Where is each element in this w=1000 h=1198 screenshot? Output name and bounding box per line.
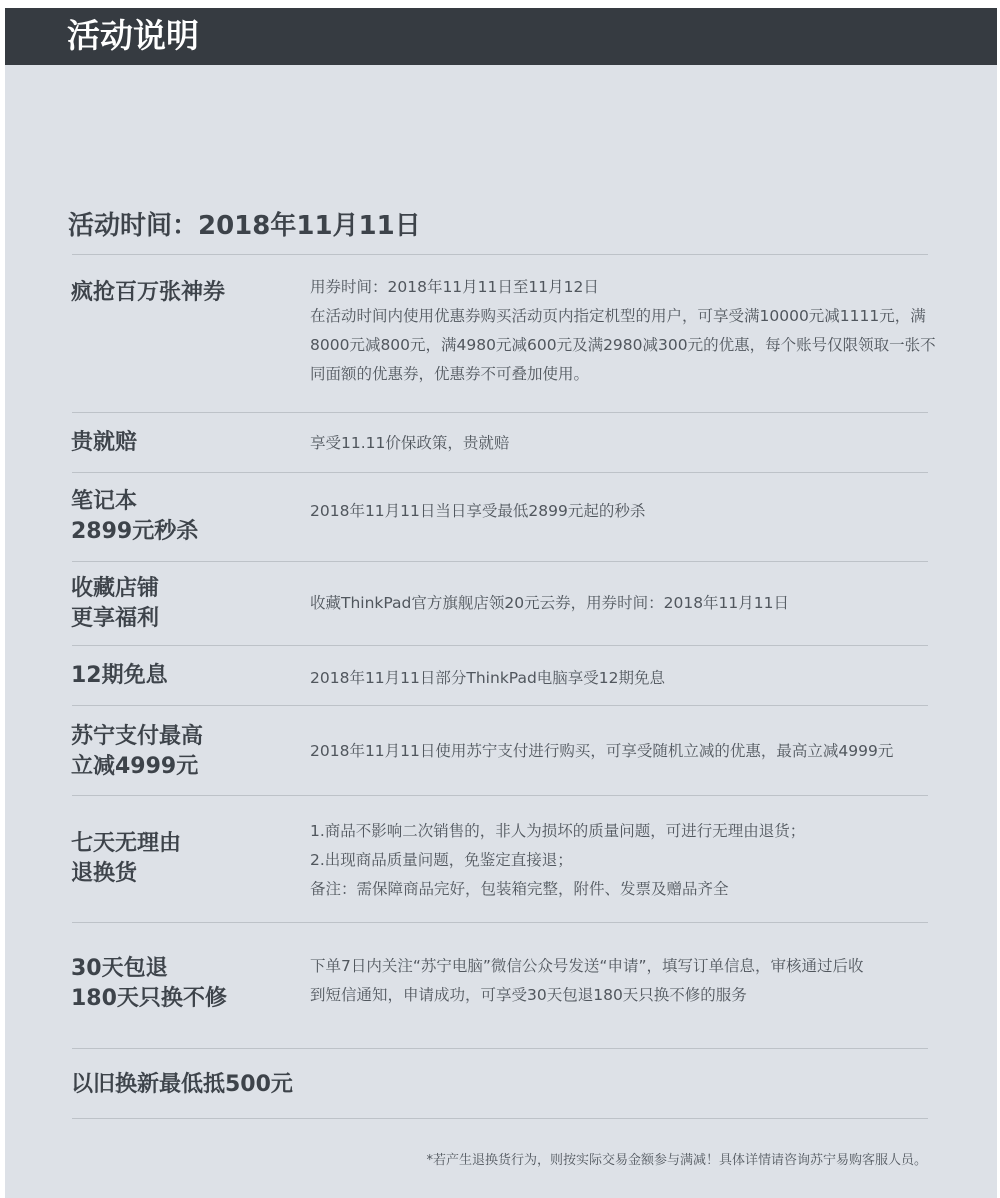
label-trade-in bbox=[71, 1070, 293, 1100]
label-line: 苏宁支付最高 bbox=[71, 724, 204, 749]
desc-coupon bbox=[310, 273, 980, 389]
desc-line: 8000元减800元，满4980元减600元及满2980减300元的优惠，每个账号仅限领取一张不 bbox=[310, 336, 936, 354]
footnote: *若产生退换货行为，则按实际交易金额参与满减！具体详情请咨询苏宁易购客服人员。 bbox=[426, 1153, 927, 1168]
desc-line: 下单7日内关注“苏宁电脑”微信公众号发送“申请”，填写订单信息，审核通过后收 bbox=[310, 957, 864, 975]
label-line: 30天包退 bbox=[71, 956, 168, 981]
desc-price-protect bbox=[310, 429, 980, 458]
label-line: 疯抢百万张神券 bbox=[71, 280, 226, 305]
activity-panel bbox=[5, 8, 997, 1198]
desc-interest-free bbox=[310, 664, 980, 693]
desc-line: 同面额的优惠券，优惠券不可叠加使用。 bbox=[310, 365, 590, 383]
page-title: 活动说明 bbox=[67, 16, 199, 55]
label-line: 七天无理由 bbox=[71, 831, 182, 856]
desc-line: 2.出现商品质量问题，免鉴定直接退； bbox=[310, 851, 573, 869]
divider bbox=[72, 645, 928, 646]
divider bbox=[72, 705, 928, 706]
label-seven-day-return bbox=[71, 829, 181, 889]
desc-line: 2018年11月11日当日享受最低2899元起的秒杀 bbox=[310, 502, 646, 520]
label-line: 退换货 bbox=[71, 861, 138, 886]
desc-line: 在活动时间内使用优惠券购买活动页内指定机型的用户，可享受满10000元减1111元，满 bbox=[310, 307, 926, 325]
desc-30day-return bbox=[310, 952, 980, 1010]
divider bbox=[72, 795, 928, 796]
label-line: 以旧换新最低抵500元 bbox=[71, 1072, 293, 1097]
desc-line: 到短信通知，申请成功，可享受30天包退180天只换不修的服务 bbox=[310, 986, 747, 1004]
desc-suning-pay bbox=[310, 737, 980, 766]
desc-line: 收藏ThinkPad官方旗舰店领20元云券，用券时间：2018年11月11日 bbox=[310, 594, 790, 612]
label-line: 更享福利 bbox=[71, 606, 160, 631]
desc-seven-day-return bbox=[310, 817, 980, 904]
label-coupon bbox=[71, 278, 225, 308]
label-line: 立减4999元 bbox=[71, 754, 199, 779]
header-bar bbox=[5, 8, 997, 65]
label-line: 贵就赔 bbox=[71, 430, 138, 455]
divider bbox=[72, 472, 928, 473]
label-price-protect bbox=[71, 428, 137, 458]
divider bbox=[72, 254, 928, 255]
desc-line: 享受11.11价保政策，贵就赔 bbox=[310, 434, 510, 452]
desc-line: 1.商品不影响二次销售的，非人为损坏的质量问题，可进行无理由退货； bbox=[310, 822, 806, 840]
label-favorite-store bbox=[71, 574, 159, 634]
desc-line: 备注：需保障商品完好，包装箱完整，附件、发票及赠品齐全 bbox=[310, 880, 729, 898]
label-laptop-flash bbox=[71, 487, 198, 547]
divider bbox=[72, 561, 928, 562]
desc-favorite-store bbox=[310, 589, 980, 618]
activity-time: 活动时间：2018年11月11日 bbox=[68, 211, 421, 241]
label-interest-free bbox=[71, 661, 168, 691]
divider bbox=[72, 922, 928, 923]
label-30day-return bbox=[71, 954, 227, 1014]
label-line: 12期免息 bbox=[71, 663, 168, 688]
desc-line: 用券时间：2018年11月11日至11月12日 bbox=[310, 278, 599, 296]
divider bbox=[72, 1118, 928, 1119]
divider bbox=[72, 1048, 928, 1049]
label-line: 收藏店铺 bbox=[71, 576, 160, 601]
label-line: 180天只换不修 bbox=[71, 986, 227, 1011]
label-suning-pay bbox=[71, 722, 203, 782]
label-line: 2899元秒杀 bbox=[71, 519, 199, 544]
desc-laptop-flash bbox=[310, 497, 980, 526]
desc-line: 2018年11月11日部分ThinkPad电脑享受12期免息 bbox=[310, 669, 666, 687]
divider bbox=[72, 412, 928, 413]
label-line: 笔记本 bbox=[71, 489, 138, 514]
desc-line: 2018年11月11日使用苏宁支付进行购买，可享受随机立减的优惠，最高立减4999元 bbox=[310, 742, 894, 760]
